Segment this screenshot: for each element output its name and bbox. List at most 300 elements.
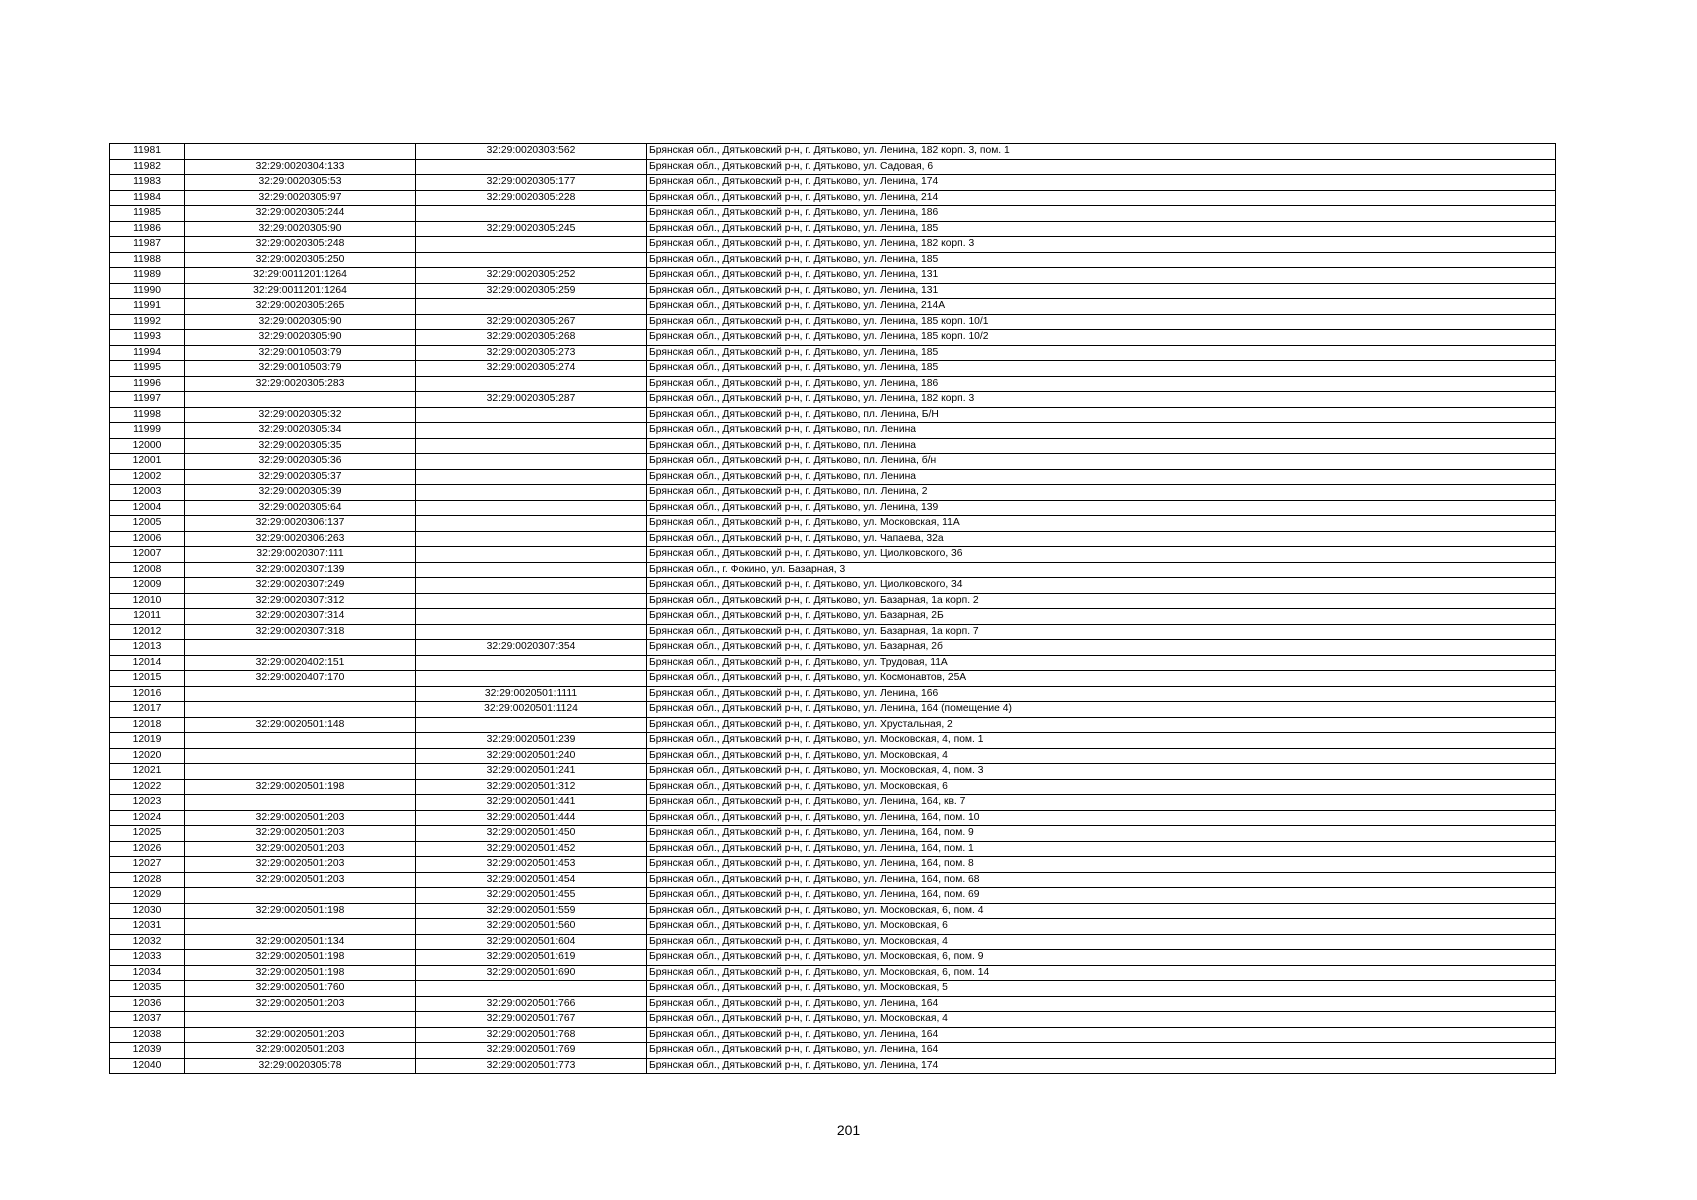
- object-cadastral-number-cell: 32:29:0020305:273: [416, 345, 647, 361]
- cadastral-number-cell: [185, 919, 416, 935]
- object-cadastral-number-cell: 32:29:0020307:354: [416, 640, 647, 656]
- table-row: [110, 361, 1556, 377]
- cadastral-number-cell: 32:29:0020501:203: [185, 810, 416, 826]
- cadastral-number-cell: [185, 144, 416, 160]
- address-cell: Брянская обл., Дятьковский р-н, г. Дятьково, ул. Ленина, 185: [647, 252, 1556, 268]
- cadastral-number-cell: 32:29:0020305:283: [185, 376, 416, 392]
- object-cadastral-number-cell: 32:29:0020501:690: [416, 965, 647, 981]
- address-cell: Брянская обл., Дятьковский р-н, г. Дятьково, ул. Ленина, 186: [647, 206, 1556, 222]
- object-cadastral-number-cell: 32:29:0020501:768: [416, 1027, 647, 1043]
- address-cell: Брянская обл., Дятьковский р-н, г. Дятьково, ул. Московская, 4, пом. 3: [647, 764, 1556, 780]
- cadastral-number-cell: 32:29:0010503:79: [185, 361, 416, 377]
- row-number-cell: 12003: [110, 485, 185, 501]
- object-cadastral-number-cell: [416, 206, 647, 222]
- object-cadastral-number-cell: 32:29:0020501:560: [416, 919, 647, 935]
- object-cadastral-number-cell: 32:29:0020305:274: [416, 361, 647, 377]
- row-number-cell: 12004: [110, 500, 185, 516]
- table-row: [110, 764, 1556, 780]
- row-number-cell: 11990: [110, 283, 185, 299]
- table-row: [110, 454, 1556, 470]
- table-row: [110, 733, 1556, 749]
- cadastral-number-cell: 32:29:0011201:1264: [185, 268, 416, 284]
- cadastral-number-cell: 32:29:0011201:1264: [185, 283, 416, 299]
- object-cadastral-number-cell: 32:29:0020303:562: [416, 144, 647, 160]
- object-cadastral-number-cell: [416, 578, 647, 594]
- address-cell: Брянская обл., Дятьковский р-н, г. Дятьково, ул. Московская, 6: [647, 779, 1556, 795]
- object-cadastral-number-cell: 32:29:0020501:239: [416, 733, 647, 749]
- table-row: [110, 996, 1556, 1012]
- cadastral-number-cell: [185, 764, 416, 780]
- row-number-cell: 12025: [110, 826, 185, 842]
- cadastral-number-cell: 32:29:0020305:39: [185, 485, 416, 501]
- table-row: [110, 237, 1556, 253]
- table-row: [110, 1043, 1556, 1059]
- address-cell: Брянская обл., Дятьковский р-н, г. Дятьково, ул. Ленина, 166: [647, 686, 1556, 702]
- address-cell: Брянская обл., Дятьковский р-н, г. Дятьково, ул. Ленина, 164, пом. 1: [647, 841, 1556, 857]
- object-cadastral-number-cell: 32:29:0020305:259: [416, 283, 647, 299]
- cadastral-number-cell: 32:29:0020307:318: [185, 624, 416, 640]
- object-cadastral-number-cell: 32:29:0020501:767: [416, 1012, 647, 1028]
- address-cell: Брянская обл., Дятьковский р-н, г. Дятьково, ул. Ленина, 182 корп. 3: [647, 237, 1556, 253]
- table-row: [110, 190, 1556, 206]
- object-cadastral-number-cell: [416, 593, 647, 609]
- cadastral-number-cell: 32:29:0020501:203: [185, 841, 416, 857]
- row-number-cell: 11999: [110, 423, 185, 439]
- row-number-cell: 12019: [110, 733, 185, 749]
- cadastral-number-cell: [185, 640, 416, 656]
- row-number-cell: 11996: [110, 376, 185, 392]
- object-cadastral-number-cell: [416, 485, 647, 501]
- row-number-cell: 11983: [110, 175, 185, 191]
- object-cadastral-number-cell: 32:29:0020305:252: [416, 268, 647, 284]
- table-row: [110, 144, 1556, 160]
- object-cadastral-number-cell: [416, 562, 647, 578]
- row-number-cell: 11985: [110, 206, 185, 222]
- table-row: [110, 888, 1556, 904]
- address-cell: Брянская обл., Дятьковский р-н, г. Дятьково, ул. Ленина, 174: [647, 1058, 1556, 1074]
- table-row: [110, 314, 1556, 330]
- cadastral-number-cell: [185, 392, 416, 408]
- table-row: [110, 547, 1556, 563]
- object-cadastral-number-cell: 32:29:0020501:312: [416, 779, 647, 795]
- address-cell: Брянская обл., Дятьковский р-н, г. Дятьково, ул. Ленина, 214: [647, 190, 1556, 206]
- table-row: [110, 221, 1556, 237]
- table-row: [110, 299, 1556, 315]
- object-cadastral-number-cell: 32:29:0020305:287: [416, 392, 647, 408]
- table-row: [110, 392, 1556, 408]
- address-cell: Брянская обл., Дятьковский р-н, г. Дятьково, ул. Московская, 6: [647, 919, 1556, 935]
- address-cell: Брянская обл., Дятьковский р-н, г. Дятьково, ул. Московская, 5: [647, 981, 1556, 997]
- row-number-cell: 11991: [110, 299, 185, 315]
- table-row: [110, 593, 1556, 609]
- address-cell: Брянская обл., Дятьковский р-н, г. Дятьково, ул. Московская, 4, пом. 1: [647, 733, 1556, 749]
- address-cell: Брянская обл., Дятьковский р-н, г. Дятьково, ул. Ленина, 185: [647, 221, 1556, 237]
- row-number-cell: 12001: [110, 454, 185, 470]
- table-row: [110, 283, 1556, 299]
- object-cadastral-number-cell: [416, 376, 647, 392]
- cadastral-number-cell: 32:29:0020307:139: [185, 562, 416, 578]
- row-number-cell: 12026: [110, 841, 185, 857]
- table-row: [110, 578, 1556, 594]
- address-cell: Брянская обл., Дятьковский р-н, г. Дятьково, ул. Ленина, 139: [647, 500, 1556, 516]
- row-number-cell: 11981: [110, 144, 185, 160]
- table-row: [110, 345, 1556, 361]
- object-cadastral-number-cell: 32:29:0020501:1124: [416, 702, 647, 718]
- table-row: [110, 252, 1556, 268]
- row-number-cell: 12038: [110, 1027, 185, 1043]
- row-number-cell: 12024: [110, 810, 185, 826]
- row-number-cell: 12027: [110, 857, 185, 873]
- row-number-cell: 12037: [110, 1012, 185, 1028]
- address-cell: Брянская обл., Дятьковский р-н, г. Дятьково, ул. Ленина, 131: [647, 268, 1556, 284]
- cadastral-number-cell: 32:29:0020305:265: [185, 299, 416, 315]
- address-cell: Брянская обл., Дятьковский р-н, г. Дятьково, ул. Базарная, 2б: [647, 640, 1556, 656]
- row-number-cell: 12013: [110, 640, 185, 656]
- cadastral-number-cell: 32:29:0020307:314: [185, 609, 416, 625]
- address-cell: Брянская обл., Дятьковский р-н, г. Дятьково, ул. Ленина, 164 (помещение 4): [647, 702, 1556, 718]
- object-cadastral-number-cell: [416, 237, 647, 253]
- row-number-cell: 12010: [110, 593, 185, 609]
- row-number-cell: 12032: [110, 934, 185, 950]
- row-number-cell: 12011: [110, 609, 185, 625]
- row-number-cell: 12014: [110, 655, 185, 671]
- address-cell: Брянская обл., Дятьковский р-н, г. Дятьково, ул. Московская, 4: [647, 1012, 1556, 1028]
- table-row: [110, 903, 1556, 919]
- cadastral-number-cell: 32:29:0020501:134: [185, 934, 416, 950]
- cadastral-number-cell: 32:29:0020305:53: [185, 175, 416, 191]
- address-cell: Брянская обл., Дятьковский р-н, г. Дятьково, пл. Ленина, 2: [647, 485, 1556, 501]
- address-cell: Брянская обл., Дятьковский р-н, г. Дятьково, пл. Ленина: [647, 423, 1556, 439]
- row-number-cell: 12015: [110, 671, 185, 687]
- address-cell: Брянская обл., Дятьковский р-н, г. Дятьково, ул. Ленина, 186: [647, 376, 1556, 392]
- address-cell: Брянская обл., Дятьковский р-н, г. Дятьково, ул. Ленина, 131: [647, 283, 1556, 299]
- address-cell: Брянская обл., Дятьковский р-н, г. Дятьково, ул. Ленина, 164: [647, 1043, 1556, 1059]
- table-row: [110, 1058, 1556, 1074]
- table-row: [110, 624, 1556, 640]
- row-number-cell: 12031: [110, 919, 185, 935]
- cadastral-number-cell: [185, 686, 416, 702]
- table-row: [110, 485, 1556, 501]
- object-cadastral-number-cell: [416, 516, 647, 532]
- cadastral-number-cell: 32:29:0020306:263: [185, 531, 416, 547]
- object-cadastral-number-cell: [416, 423, 647, 439]
- address-cell: Брянская обл., Дятьковский р-н, г. Дятьково, пл. Ленина: [647, 469, 1556, 485]
- table-row: [110, 841, 1556, 857]
- address-cell: Брянская обл., Дятьковский р-н, г. Дятьково, ул. Чапаева, 32а: [647, 531, 1556, 547]
- row-number-cell: 11998: [110, 407, 185, 423]
- object-cadastral-number-cell: 32:29:0020501:766: [416, 996, 647, 1012]
- object-cadastral-number-cell: 32:29:0020305:268: [416, 330, 647, 346]
- object-cadastral-number-cell: [416, 299, 647, 315]
- table-row: [110, 376, 1556, 392]
- object-cadastral-number-cell: [416, 500, 647, 516]
- cadastral-number-cell: 32:29:0020501:198: [185, 903, 416, 919]
- table-row: [110, 810, 1556, 826]
- cadastral-number-cell: 32:29:0020305:64: [185, 500, 416, 516]
- row-number-cell: 12017: [110, 702, 185, 718]
- cadastral-number-cell: 32:29:0020305:32: [185, 407, 416, 423]
- object-cadastral-number-cell: [416, 469, 647, 485]
- cadastral-number-cell: 32:29:0020305:244: [185, 206, 416, 222]
- object-cadastral-number-cell: 32:29:0020501:619: [416, 950, 647, 966]
- address-cell: Брянская обл., Дятьковский р-н, г. Дятьково, ул. Московская, 6, пом. 14: [647, 965, 1556, 981]
- cadastral-number-cell: 32:29:0020307:111: [185, 547, 416, 563]
- table-row: [110, 562, 1556, 578]
- cadastral-number-cell: 32:29:0020305:37: [185, 469, 416, 485]
- table-row: [110, 1027, 1556, 1043]
- object-cadastral-number-cell: 32:29:0020501:441: [416, 795, 647, 811]
- table-row: [110, 175, 1556, 191]
- cadastral-number-cell: 32:29:0010503:79: [185, 345, 416, 361]
- registry-table: [109, 143, 1556, 1074]
- cadastral-number-cell: 32:29:0020407:170: [185, 671, 416, 687]
- cadastral-number-cell: 32:29:0020306:137: [185, 516, 416, 532]
- cadastral-number-cell: [185, 748, 416, 764]
- row-number-cell: 12023: [110, 795, 185, 811]
- cadastral-number-cell: 32:29:0020501:198: [185, 950, 416, 966]
- row-number-cell: 12008: [110, 562, 185, 578]
- cadastral-number-cell: [185, 702, 416, 718]
- cadastral-number-cell: [185, 1012, 416, 1028]
- cadastral-number-cell: 32:29:0020305:97: [185, 190, 416, 206]
- address-cell: Брянская обл., Дятьковский р-н, г. Дятьково, ул. Ленина, 164, пом. 68: [647, 872, 1556, 888]
- table-row: [110, 717, 1556, 733]
- object-cadastral-number-cell: 32:29:0020501:455: [416, 888, 647, 904]
- cadastral-number-cell: 32:29:0020305:90: [185, 330, 416, 346]
- table-row: [110, 795, 1556, 811]
- table-row: [110, 423, 1556, 439]
- cadastral-number-cell: 32:29:0020305:90: [185, 221, 416, 237]
- row-number-cell: 11987: [110, 237, 185, 253]
- object-cadastral-number-cell: [416, 407, 647, 423]
- table-row: [110, 500, 1556, 516]
- object-cadastral-number-cell: 32:29:0020501:1111: [416, 686, 647, 702]
- table-row: [110, 872, 1556, 888]
- row-number-cell: 11984: [110, 190, 185, 206]
- table-row: [110, 469, 1556, 485]
- cadastral-number-cell: 32:29:0020304:133: [185, 159, 416, 175]
- object-cadastral-number-cell: [416, 252, 647, 268]
- object-cadastral-number-cell: 32:29:0020305:228: [416, 190, 647, 206]
- object-cadastral-number-cell: 32:29:0020501:444: [416, 810, 647, 826]
- cadastral-number-cell: 32:29:0020307:312: [185, 593, 416, 609]
- row-number-cell: 12034: [110, 965, 185, 981]
- address-cell: Брянская обл., Дятьковский р-н, г. Дятьково, ул. Ленина, 164: [647, 1027, 1556, 1043]
- cadastral-number-cell: [185, 888, 416, 904]
- address-cell: Брянская обл., Дятьковский р-н, г. Дятьково, ул. Московская, 4: [647, 934, 1556, 950]
- table-row: [110, 531, 1556, 547]
- table-row: [110, 330, 1556, 346]
- address-cell: Брянская обл., Дятьковский р-н, г. Дятьково, ул. Хрустальная, 2: [647, 717, 1556, 733]
- row-number-cell: 12021: [110, 764, 185, 780]
- address-cell: Брянская обл., Дятьковский р-н, г. Дятьково, ул. Московская, 6, пом. 9: [647, 950, 1556, 966]
- row-number-cell: 12033: [110, 950, 185, 966]
- address-cell: Брянская обл., Дятьковский р-н, г. Дятьково, ул. Ленина, 185: [647, 345, 1556, 361]
- row-number-cell: 11994: [110, 345, 185, 361]
- row-number-cell: 12012: [110, 624, 185, 640]
- row-number-cell: 12000: [110, 438, 185, 454]
- row-number-cell: 11988: [110, 252, 185, 268]
- table-row: [110, 268, 1556, 284]
- row-number-cell: 11995: [110, 361, 185, 377]
- row-number-cell: 11992: [110, 314, 185, 330]
- object-cadastral-number-cell: 32:29:0020501:452: [416, 841, 647, 857]
- address-cell: Брянская обл., Дятьковский р-н, г. Дятьково, ул. Московская, 11А: [647, 516, 1556, 532]
- table-row: [110, 919, 1556, 935]
- object-cadastral-number-cell: 32:29:0020501:773: [416, 1058, 647, 1074]
- object-cadastral-number-cell: 32:29:0020501:559: [416, 903, 647, 919]
- cadastral-number-cell: 32:29:0020305:250: [185, 252, 416, 268]
- address-cell: Брянская обл., Дятьковский р-н, г. Дятьково, ул. Ленина, 164: [647, 996, 1556, 1012]
- cadastral-number-cell: 32:29:0020305:90: [185, 314, 416, 330]
- object-cadastral-number-cell: [416, 609, 647, 625]
- cadastral-number-cell: 32:29:0020305:248: [185, 237, 416, 253]
- cadastral-number-cell: 32:29:0020305:78: [185, 1058, 416, 1074]
- row-number-cell: 12040: [110, 1058, 185, 1074]
- object-cadastral-number-cell: 32:29:0020501:453: [416, 857, 647, 873]
- row-number-cell: 12020: [110, 748, 185, 764]
- cadastral-number-cell: 32:29:0020501:203: [185, 826, 416, 842]
- address-cell: Брянская обл., Дятьковский р-н, г. Дятьково, ул. Ленина, 185: [647, 361, 1556, 377]
- address-cell: Брянская обл., Дятьковский р-н, г. Дятьково, ул. Ленина, 164, пом. 8: [647, 857, 1556, 873]
- row-number-cell: 12016: [110, 686, 185, 702]
- object-cadastral-number-cell: 32:29:0020501:604: [416, 934, 647, 950]
- object-cadastral-number-cell: 32:29:0020501:241: [416, 764, 647, 780]
- row-number-cell: 12018: [110, 717, 185, 733]
- cadastral-number-cell: 32:29:0020305:36: [185, 454, 416, 470]
- table-row: [110, 826, 1556, 842]
- cadastral-number-cell: [185, 733, 416, 749]
- address-cell: Брянская обл., Дятьковский р-н, г. Дятьково, ул. Ленина, 164, кв. 7: [647, 795, 1556, 811]
- row-number-cell: 12005: [110, 516, 185, 532]
- cadastral-number-cell: 32:29:0020501:148: [185, 717, 416, 733]
- address-cell: Брянская обл., г. Фокино, ул. Базарная, 3: [647, 562, 1556, 578]
- row-number-cell: 12007: [110, 547, 185, 563]
- table-row: [110, 686, 1556, 702]
- address-cell: Брянская обл., Дятьковский р-н, г. Дятьково, ул. Космонавтов, 25А: [647, 671, 1556, 687]
- object-cadastral-number-cell: [416, 655, 647, 671]
- address-cell: Брянская обл., Дятьковский р-н, г. Дятьково, ул. Ленина, 164, пом. 69: [647, 888, 1556, 904]
- row-number-cell: 11997: [110, 392, 185, 408]
- address-cell: Брянская обл., Дятьковский р-н, г. Дятьково, ул. Циолковского, 34: [647, 578, 1556, 594]
- address-cell: Брянская обл., Дятьковский р-н, г. Дятьково, ул. Ленина, 185 корп. 10/2: [647, 330, 1556, 346]
- cadastral-number-cell: 32:29:0020501:203: [185, 996, 416, 1012]
- address-cell: Брянская обл., Дятьковский р-н, г. Дятьково, ул. Садовая, 6: [647, 159, 1556, 175]
- address-cell: Брянская обл., Дятьковский р-н, г. Дятьково, ул. Московская, 6, пом. 4: [647, 903, 1556, 919]
- cadastral-number-cell: [185, 795, 416, 811]
- table-row: [110, 609, 1556, 625]
- object-cadastral-number-cell: [416, 981, 647, 997]
- row-number-cell: 11986: [110, 221, 185, 237]
- object-cadastral-number-cell: 32:29:0020305:267: [416, 314, 647, 330]
- object-cadastral-number-cell: 32:29:0020501:240: [416, 748, 647, 764]
- table-row: [110, 438, 1556, 454]
- address-cell: Брянская обл., Дятьковский р-н, г. Дятьково, ул. Ленина, 182 корп. 3: [647, 392, 1556, 408]
- registry-table-body: [110, 144, 1556, 1074]
- address-cell: Брянская обл., Дятьковский р-н, г. Дятьково, пл. Ленина, б/н: [647, 454, 1556, 470]
- row-number-cell: 12002: [110, 469, 185, 485]
- object-cadastral-number-cell: 32:29:0020305:245: [416, 221, 647, 237]
- cadastral-number-cell: 32:29:0020305:35: [185, 438, 416, 454]
- cadastral-number-cell: 32:29:0020501:203: [185, 872, 416, 888]
- cadastral-number-cell: 32:29:0020501:203: [185, 1043, 416, 1059]
- cadastral-number-cell: 32:29:0020307:249: [185, 578, 416, 594]
- address-cell: Брянская обл., Дятьковский р-н, г. Дятьково, ул. Базарная, 1а корп. 7: [647, 624, 1556, 640]
- address-cell: Брянская обл., Дятьковский р-н, г. Дятьково, ул. Ленина, 182 корп. 3, пом. 1: [647, 144, 1556, 160]
- object-cadastral-number-cell: [416, 717, 647, 733]
- row-number-cell: 11993: [110, 330, 185, 346]
- table-row: [110, 857, 1556, 873]
- object-cadastral-number-cell: 32:29:0020501:769: [416, 1043, 647, 1059]
- row-number-cell: 12035: [110, 981, 185, 997]
- address-cell: Брянская обл., Дятьковский р-н, г. Дятьково, ул. Трудовая, 11А: [647, 655, 1556, 671]
- page-number: 201: [836, 1122, 861, 1138]
- object-cadastral-number-cell: 32:29:0020501:450: [416, 826, 647, 842]
- object-cadastral-number-cell: [416, 624, 647, 640]
- table-row: [110, 981, 1556, 997]
- row-number-cell: 12028: [110, 872, 185, 888]
- row-number-cell: 12009: [110, 578, 185, 594]
- row-number-cell: 12030: [110, 903, 185, 919]
- object-cadastral-number-cell: [416, 531, 647, 547]
- address-cell: Брянская обл., Дятьковский р-н, г. Дятьково, ул. Московская, 4: [647, 748, 1556, 764]
- address-cell: Брянская обл., Дятьковский р-н, г. Дятьково, ул. Базарная, 1а корп. 2: [647, 593, 1556, 609]
- table-row: [110, 516, 1556, 532]
- address-cell: Брянская обл., Дятьковский р-н, г. Дятьково, ул. Ленина, 214А: [647, 299, 1556, 315]
- row-number-cell: 12029: [110, 888, 185, 904]
- object-cadastral-number-cell: 32:29:0020501:454: [416, 872, 647, 888]
- table-row: [110, 1012, 1556, 1028]
- table-row: [110, 965, 1556, 981]
- table-row: [110, 702, 1556, 718]
- row-number-cell: 11989: [110, 268, 185, 284]
- address-cell: Брянская обл., Дятьковский р-н, г. Дятьково, ул. Базарная, 2Б: [647, 609, 1556, 625]
- table-row: [110, 934, 1556, 950]
- row-number-cell: 12022: [110, 779, 185, 795]
- table-row: [110, 671, 1556, 687]
- object-cadastral-number-cell: 32:29:0020305:177: [416, 175, 647, 191]
- address-cell: Брянская обл., Дятьковский р-н, г. Дятьково, пл. Ленина: [647, 438, 1556, 454]
- table-row: [110, 407, 1556, 423]
- object-cadastral-number-cell: [416, 671, 647, 687]
- object-cadastral-number-cell: [416, 454, 647, 470]
- address-cell: Брянская обл., Дятьковский р-н, г. Дятьково, ул. Ленина, 164, пом. 9: [647, 826, 1556, 842]
- cadastral-number-cell: 32:29:0020501:760: [185, 981, 416, 997]
- address-cell: Брянская обл., Дятьковский р-н, г. Дятьково, ул. Ленина, 174: [647, 175, 1556, 191]
- row-number-cell: 12036: [110, 996, 185, 1012]
- cadastral-number-cell: 32:29:0020501:198: [185, 965, 416, 981]
- cadastral-number-cell: 32:29:0020501:203: [185, 1027, 416, 1043]
- cadastral-number-cell: 32:29:0020501:198: [185, 779, 416, 795]
- table-row: [110, 655, 1556, 671]
- table-row: [110, 779, 1556, 795]
- table-row: [110, 950, 1556, 966]
- row-number-cell: 11982: [110, 159, 185, 175]
- table-row: [110, 206, 1556, 222]
- row-number-cell: 12039: [110, 1043, 185, 1059]
- address-cell: Брянская обл., Дятьковский р-н, г. Дятьково, ул. Ленина, 164, пом. 10: [647, 810, 1556, 826]
- table-row: [110, 640, 1556, 656]
- object-cadastral-number-cell: [416, 438, 647, 454]
- cadastral-number-cell: 32:29:0020501:203: [185, 857, 416, 873]
- cadastral-number-cell: 32:29:0020305:34: [185, 423, 416, 439]
- address-cell: Брянская обл., Дятьковский р-н, г. Дятьково, ул. Ленина, 185 корп. 10/1: [647, 314, 1556, 330]
- address-cell: Брянская обл., Дятьковский р-н, г. Дятьково, ул. Циолковского, 36: [647, 547, 1556, 563]
- table-row: [110, 748, 1556, 764]
- row-number-cell: 12006: [110, 531, 185, 547]
- table-row: [110, 159, 1556, 175]
- object-cadastral-number-cell: [416, 547, 647, 563]
